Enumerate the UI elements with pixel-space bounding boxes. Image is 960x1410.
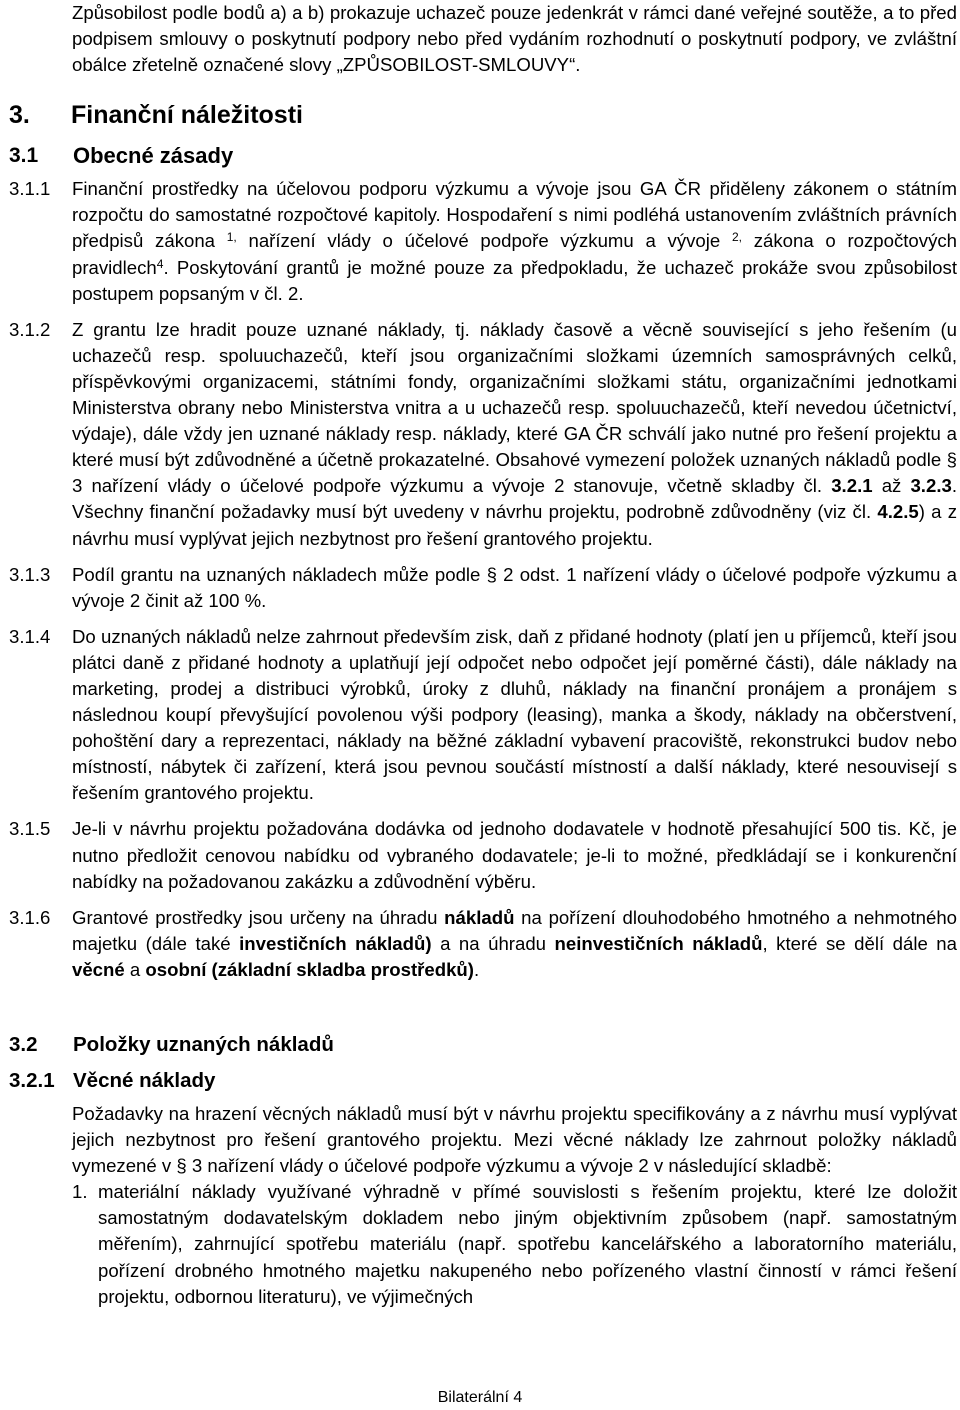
- paragraph-3-1-2: [9, 317, 957, 552]
- intro-paragraph: Způsobilost podle bodů a) a b) prokazuje uchazeč pouze jedenkrát v rámci dané veřejné soutěže, a to před podpisem smlouvy o poskytnutí podpory nebo před vydáním rozhodnutí o poskytnutí podpory, ve zvláštní obálce zřetelně označené slovy „ZPŮSOBILOST-SMLOUVY“.: [72, 2, 957, 76]
- paragraph-number: 3.1.4: [9, 625, 51, 647]
- list-text: materiální náklady využívané výhradně v přímé souvislosti s řešením projektu, které lze doložit samostatným dodavatelským dokladem nebo jiným objektivním způsobem (např. samostatným měřením), zahrnující spotřebu materiálu (např. spotřebu kancelářského a laboratorního materiálu, pořízení drobného hmotného majetku nakupeného nebo pořízeného vlastní činností v rámci řešení projektu, odbornou literaturu), ve výjimečných: [98, 1181, 957, 1307]
- section-number: 3.1: [9, 144, 39, 168]
- section-heading-3-2-1: [9, 1067, 957, 1095]
- paragraph-number: 3.1.5: [9, 818, 51, 840]
- section-number: 3.: [9, 101, 30, 130]
- paragraph-3-1-3: [9, 562, 957, 614]
- document-page: [9, 0, 958, 1310]
- paragraph-number: 3.1.6: [9, 906, 51, 928]
- paragraph-text: Grantové prostředky jsou určeny na úhradu nákladů na pořízení dlouhodobého hmotného a nehmotného majetku (dále také investičních nákladů) a na úhradu neinvestičních nákladů, které se dělí dále na věcné a osobní (základní skladba prostředků).: [72, 906, 957, 980]
- paragraph-3-1-5: [9, 816, 957, 894]
- section-title: Věcné náklady: [73, 1069, 216, 1092]
- section-number: 3.2.1: [9, 1069, 55, 1092]
- paragraph-text: Je-li v návrhu projektu požadována dodávka od jednoho dodavatele v hodnotě přesahující 500 tis. Kč, je nutno předložit cenovou nabídku od vybraného dodavatele; je-li to možné, předkládají se i konkurenční nabídky na požadovanou zakázku a zdůvodnění výběru.: [72, 818, 957, 892]
- paragraph-number: 3.1.3: [9, 563, 51, 585]
- section-title: Finanční náležitosti: [71, 101, 303, 130]
- section-number: 3.2: [9, 1033, 38, 1056]
- paragraph-number: 3.1.1: [9, 178, 51, 200]
- page-footer: Bilaterální 4: [437, 1389, 523, 1406]
- section-heading-3: [9, 100, 957, 130]
- paragraph-text: Podíl grantu na uznaných nákladech může podle § 2 odst. 1 nařízení vlády o účelové podpoře výzkumu a vývoje 2 činit až 100 %.: [72, 563, 957, 611]
- paragraph-number: 3.1.2: [9, 318, 51, 340]
- list-item: [72, 1179, 957, 1309]
- section-title: Položky uznaných nákladů: [73, 1033, 334, 1056]
- section-title: Obecné zásady: [73, 143, 234, 169]
- paragraph-text: Do uznaných nákladů nelze zahrnout především zisk, daň z přidané hodnoty (platí jen u příjemců, kteří jsou plátci daně z přidané hodnoty a uplatňují její odpočet nebo odpočet její poměrné části), dále náklady na marketing, prodej a distribuci výrobků, úroky z dluhů, náklady na finanční pronájem a pronájem s následnou koupí převyšující povolenou výši podpory (leasing), manka a škody, náklady na občerstvení, pohoštění dary a reprezentaci, náklady na běžné základní vybavení pracoviště, rekonstrukci budov nebo místností, nábytek či zařízení, která jsou pevnou součástí místností a další náklady, které nesouvisejí s řešením grantového projektu.: [72, 625, 957, 804]
- paragraph-3-2-1-text: Požadavky na hrazení věcných nákladů musí být v návrhu projektu specifikovány a z návrhu musí vyplývat jejich nezbytnost pro řešení grantového projektu. Mezi věcné náklady lze zahrnout položky nákladů vymezené v § 3 nařízení vlády o účelové podpoře výzkumu a vývoje 2 v následující skladbě:: [72, 1103, 957, 1177]
- paragraph-3-1-4: [9, 624, 957, 807]
- section-heading-3-2: [9, 1031, 957, 1059]
- paragraph-text: Finanční prostředky na účelovou podporu výzkumu a vývoje jsou GA ČR přiděleny zákonem o státním rozpočtu do samostatné rozpočtové kapitoly. Hospodaření s nimi podléhá ustanovením zvláštních právních předpisů zákona $^{1,}$ nařízení vlády o účelové podpoře výzkumu a vývoje $^{2,}$ zákona o rozpočtových pravidlech$^4$. Poskytování grantů je možné pouze za předpokladu, že uchazeč prokáže svou způsobilost postupem popsaným v čl. 2.: [72, 178, 958, 304]
- list-number: 1.: [72, 1181, 88, 1203]
- section-heading-3-1: [9, 142, 957, 170]
- paragraph-3-1-1: [9, 176, 958, 306]
- paragraph-3-1-6: [9, 905, 957, 983]
- paragraph-text: Z grantu lze hradit pouze uznané náklady, tj. náklady časově a věcně související s jeho řešením (u uchazečů resp. spoluuchazečů, kteří jsou organizačními složkami územních samosprávných celků, příspěvkovými organizacemi, státními fondy, organizačními složkami státu, organizačními jednotkami Ministerstva obrany nebo Ministerstva vnitra a u uchazečů resp. spoluuchazečů, kteří nevedou účetnictví, výdaje), dále vždy jen uznané náklady resp. náklady, které GA ČR schválí jako nutné pro řešení projektu a které musí být zdůvodněné a účetně prokazatelné. Obsahové vymezení položek uznaných nákladů podle § 3 nařízení vlády o účelové podpoře výzkumu a vývoje 2 stanovuje, včetně skladby čl. 3.2.1 až 3.2.3. Všechny finanční požadavky musí být uvedeny v návrhu projektu, podrobně zdůvodněny (viz čl. 4.2.5) a z návrhu musí vyplývat jejich nezbytnost pro řešení grantového projektu.: [72, 318, 957, 549]
